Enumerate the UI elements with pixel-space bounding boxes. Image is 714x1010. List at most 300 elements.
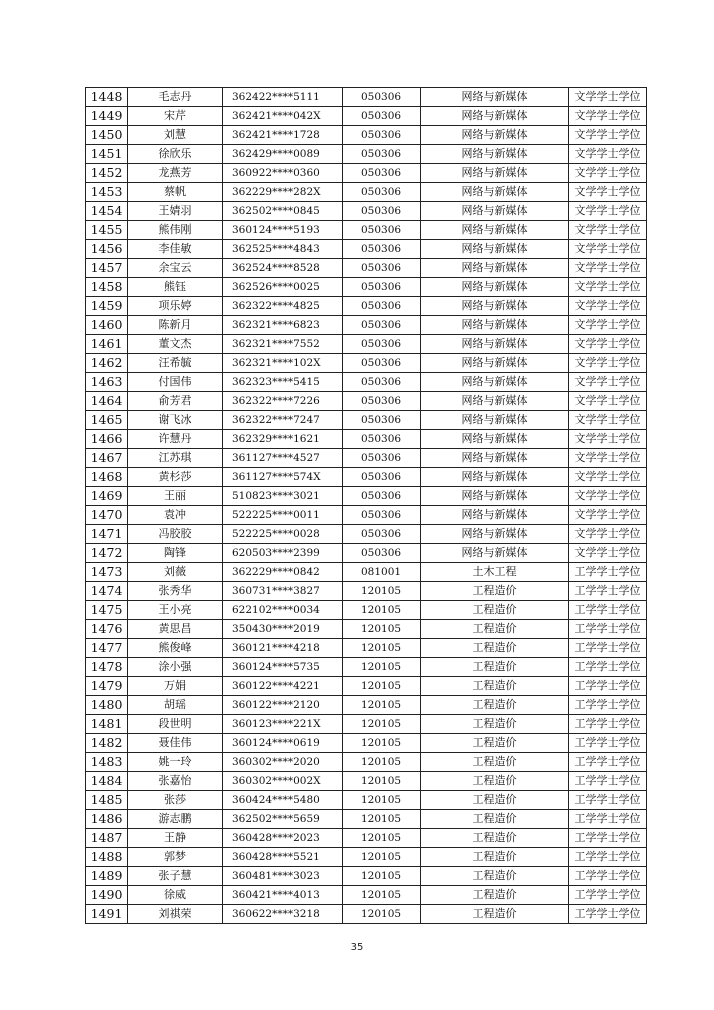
cell-id-number: 360428****2023 <box>223 829 343 848</box>
cell-id-number: 362321****6823 <box>223 316 343 335</box>
cell-major-name: 网络与新媒体 <box>421 259 569 278</box>
table-row <box>86 639 647 658</box>
table-row <box>86 221 647 240</box>
cell-degree-type: 工学学士学位 <box>569 658 647 677</box>
cell-serial-number: 1470 <box>86 506 128 525</box>
cell-id-number: 362322****4825 <box>223 297 343 316</box>
table-row <box>86 411 647 430</box>
cell-degree-type: 文学学士学位 <box>569 107 647 126</box>
cell-degree-type: 工学学士学位 <box>569 791 647 810</box>
cell-id-number: 362421****042X <box>223 107 343 126</box>
table-row <box>86 297 647 316</box>
cell-serial-number: 1458 <box>86 278 128 297</box>
cell-major-code: 120105 <box>343 791 421 810</box>
cell-serial-number: 1454 <box>86 202 128 221</box>
cell-id-number: 362321****7552 <box>223 335 343 354</box>
cell-major-code: 120105 <box>343 848 421 867</box>
cell-serial-number: 1488 <box>86 848 128 867</box>
cell-id-number: 360622****3218 <box>223 905 343 924</box>
cell-id-number: 622102****0034 <box>223 601 343 620</box>
table-row <box>86 848 647 867</box>
table-row <box>86 468 647 487</box>
cell-major-name: 工程造价 <box>421 886 569 905</box>
cell-id-number: 362323****5415 <box>223 373 343 392</box>
cell-degree-type: 文学学士学位 <box>569 278 647 297</box>
cell-major-code: 050306 <box>343 88 421 107</box>
cell-degree-type: 工学学士学位 <box>569 639 647 658</box>
cell-id-number: 360121****4218 <box>223 639 343 658</box>
cell-id-number: 360481****3023 <box>223 867 343 886</box>
cell-major-code: 081001 <box>343 563 421 582</box>
cell-id-number: 510823****3021 <box>223 487 343 506</box>
cell-major-code: 050306 <box>343 335 421 354</box>
cell-id-number: 361127****4527 <box>223 449 343 468</box>
cell-degree-type: 工学学士学位 <box>569 753 647 772</box>
cell-student-name: 俞芳君 <box>128 392 223 411</box>
table-row <box>86 791 647 810</box>
cell-serial-number: 1475 <box>86 601 128 620</box>
table-row <box>86 905 647 924</box>
cell-student-name: 姚一玲 <box>128 753 223 772</box>
cell-student-name: 冯胶胶 <box>128 525 223 544</box>
cell-major-code: 050306 <box>343 221 421 240</box>
cell-degree-type: 文学学士学位 <box>569 430 647 449</box>
cell-id-number: 362229****282X <box>223 183 343 202</box>
page-number: 35 <box>350 942 364 953</box>
cell-student-name: 张嘉怡 <box>128 772 223 791</box>
cell-major-code: 050306 <box>343 354 421 373</box>
cell-major-code: 050306 <box>343 316 421 335</box>
cell-major-name: 网络与新媒体 <box>421 183 569 202</box>
cell-serial-number: 1466 <box>86 430 128 449</box>
cell-student-name: 徐欣乐 <box>128 145 223 164</box>
cell-serial-number: 1479 <box>86 677 128 696</box>
cell-id-number: 362329****1621 <box>223 430 343 449</box>
cell-degree-type: 工学学士学位 <box>569 715 647 734</box>
cell-id-number: 360302****002X <box>223 772 343 791</box>
cell-major-name: 网络与新媒体 <box>421 278 569 297</box>
cell-id-number: 360428****5521 <box>223 848 343 867</box>
cell-major-code: 050306 <box>343 373 421 392</box>
cell-major-name: 土木工程 <box>421 563 569 582</box>
cell-major-code: 050306 <box>343 525 421 544</box>
cell-serial-number: 1473 <box>86 563 128 582</box>
cell-degree-type: 工学学士学位 <box>569 677 647 696</box>
cell-major-code: 120105 <box>343 905 421 924</box>
cell-major-name: 工程造价 <box>421 734 569 753</box>
cell-student-name: 许慧丹 <box>128 430 223 449</box>
cell-major-code: 050306 <box>343 126 421 145</box>
cell-student-name: 刘慧 <box>128 126 223 145</box>
cell-major-code: 120105 <box>343 886 421 905</box>
cell-id-number: 362526****0025 <box>223 278 343 297</box>
cell-id-number: 360123****221X <box>223 715 343 734</box>
cell-degree-type: 工学学士学位 <box>569 582 647 601</box>
cell-major-code: 050306 <box>343 430 421 449</box>
cell-major-name: 网络与新媒体 <box>421 202 569 221</box>
cell-serial-number: 1469 <box>86 487 128 506</box>
table-row <box>86 753 647 772</box>
cell-major-name: 网络与新媒体 <box>421 316 569 335</box>
cell-major-name: 工程造价 <box>421 810 569 829</box>
cell-serial-number: 1476 <box>86 620 128 639</box>
cell-id-number: 362229****0842 <box>223 563 343 582</box>
cell-student-name: 付国伟 <box>128 373 223 392</box>
cell-degree-type: 工学学士学位 <box>569 772 647 791</box>
cell-major-code: 050306 <box>343 544 421 563</box>
cell-degree-type: 文学学士学位 <box>569 164 647 183</box>
cell-student-name: 胡瑶 <box>128 696 223 715</box>
cell-id-number: 362321****102X <box>223 354 343 373</box>
table-row <box>86 810 647 829</box>
cell-serial-number: 1463 <box>86 373 128 392</box>
cell-major-name: 工程造价 <box>421 848 569 867</box>
cell-student-name: 熊钰 <box>128 278 223 297</box>
table-row <box>86 715 647 734</box>
cell-major-code: 050306 <box>343 487 421 506</box>
cell-degree-type: 文学学士学位 <box>569 392 647 411</box>
cell-major-name: 网络与新媒体 <box>421 411 569 430</box>
cell-serial-number: 1484 <box>86 772 128 791</box>
cell-major-code: 120105 <box>343 601 421 620</box>
cell-student-name: 谢飞冰 <box>128 411 223 430</box>
cell-id-number: 360122****2120 <box>223 696 343 715</box>
cell-serial-number: 1468 <box>86 468 128 487</box>
cell-major-code: 050306 <box>343 468 421 487</box>
cell-id-number: 362422****5111 <box>223 88 343 107</box>
table-row <box>86 240 647 259</box>
cell-serial-number: 1478 <box>86 658 128 677</box>
cell-major-name: 网络与新媒体 <box>421 487 569 506</box>
cell-id-number: 360424****5480 <box>223 791 343 810</box>
cell-major-name: 网络与新媒体 <box>421 126 569 145</box>
table-row <box>86 506 647 525</box>
cell-serial-number: 1483 <box>86 753 128 772</box>
cell-student-name: 陈新月 <box>128 316 223 335</box>
cell-serial-number: 1471 <box>86 525 128 544</box>
cell-major-code: 120105 <box>343 582 421 601</box>
cell-major-code: 120105 <box>343 734 421 753</box>
cell-serial-number: 1452 <box>86 164 128 183</box>
cell-major-name: 工程造价 <box>421 639 569 658</box>
cell-id-number: 620503****2399 <box>223 544 343 563</box>
cell-major-code: 050306 <box>343 202 421 221</box>
table-row <box>86 373 647 392</box>
cell-degree-type: 文学学士学位 <box>569 335 647 354</box>
cell-serial-number: 1449 <box>86 107 128 126</box>
cell-serial-number: 1465 <box>86 411 128 430</box>
cell-degree-type: 文学学士学位 <box>569 468 647 487</box>
table-row <box>86 563 647 582</box>
cell-student-name: 王小亮 <box>128 601 223 620</box>
cell-serial-number: 1474 <box>86 582 128 601</box>
cell-major-code: 050306 <box>343 240 421 259</box>
table-row <box>86 601 647 620</box>
cell-major-code: 050306 <box>343 164 421 183</box>
table-row <box>86 259 647 278</box>
cell-degree-type: 工学学士学位 <box>569 886 647 905</box>
cell-major-code: 050306 <box>343 411 421 430</box>
table-row <box>86 202 647 221</box>
cell-degree-type: 文学学士学位 <box>569 183 647 202</box>
cell-major-code: 120105 <box>343 677 421 696</box>
cell-student-name: 郭梦 <box>128 848 223 867</box>
cell-degree-type: 文学学士学位 <box>569 240 647 259</box>
cell-degree-type: 文学学士学位 <box>569 88 647 107</box>
cell-id-number: 522225****0011 <box>223 506 343 525</box>
degree-list-table <box>85 87 647 924</box>
table-row <box>86 658 647 677</box>
cell-serial-number: 1490 <box>86 886 128 905</box>
cell-serial-number: 1485 <box>86 791 128 810</box>
table-row <box>86 430 647 449</box>
cell-degree-type: 工学学士学位 <box>569 601 647 620</box>
cell-major-code: 050306 <box>343 145 421 164</box>
cell-degree-type: 文学学士学位 <box>569 221 647 240</box>
table-row <box>86 696 647 715</box>
cell-id-number: 361127****574X <box>223 468 343 487</box>
cell-degree-type: 文学学士学位 <box>569 354 647 373</box>
cell-serial-number: 1448 <box>86 88 128 107</box>
cell-major-code: 050306 <box>343 392 421 411</box>
cell-serial-number: 1461 <box>86 335 128 354</box>
cell-serial-number: 1477 <box>86 639 128 658</box>
cell-degree-type: 文学学士学位 <box>569 297 647 316</box>
table-row <box>86 677 647 696</box>
cell-major-name: 网络与新媒体 <box>421 107 569 126</box>
cell-id-number: 360302****2020 <box>223 753 343 772</box>
cell-degree-type: 文学学士学位 <box>569 202 647 221</box>
cell-degree-type: 文学学士学位 <box>569 525 647 544</box>
cell-student-name: 熊伟刚 <box>128 221 223 240</box>
cell-major-code: 050306 <box>343 107 421 126</box>
cell-major-name: 工程造价 <box>421 791 569 810</box>
cell-id-number: 360731****3827 <box>223 582 343 601</box>
cell-student-name: 张子慧 <box>128 867 223 886</box>
cell-student-name: 黄思昌 <box>128 620 223 639</box>
cell-id-number: 360922****0360 <box>223 164 343 183</box>
cell-major-name: 工程造价 <box>421 620 569 639</box>
cell-student-name: 徐威 <box>128 886 223 905</box>
cell-student-name: 涂小强 <box>128 658 223 677</box>
cell-student-name: 汪希毓 <box>128 354 223 373</box>
cell-student-name: 余宝云 <box>128 259 223 278</box>
table-row <box>86 544 647 563</box>
cell-student-name: 龙燕芳 <box>128 164 223 183</box>
cell-major-name: 工程造价 <box>421 829 569 848</box>
cell-serial-number: 1453 <box>86 183 128 202</box>
cell-major-code: 120105 <box>343 753 421 772</box>
table-row <box>86 620 647 639</box>
cell-degree-type: 文学学士学位 <box>569 145 647 164</box>
cell-degree-type: 文学学士学位 <box>569 373 647 392</box>
table-row <box>86 354 647 373</box>
cell-student-name: 陶锋 <box>128 544 223 563</box>
cell-id-number: 362502****5659 <box>223 810 343 829</box>
table-row <box>86 88 647 107</box>
cell-degree-type: 文学学士学位 <box>569 259 647 278</box>
cell-major-code: 120105 <box>343 620 421 639</box>
cell-degree-type: 文学学士学位 <box>569 316 647 335</box>
table-row <box>86 829 647 848</box>
cell-major-code: 120105 <box>343 696 421 715</box>
table-row <box>86 734 647 753</box>
cell-major-name: 网络与新媒体 <box>421 145 569 164</box>
cell-degree-type: 工学学士学位 <box>569 848 647 867</box>
table-row <box>86 487 647 506</box>
cell-major-name: 工程造价 <box>421 867 569 886</box>
cell-major-name: 工程造价 <box>421 715 569 734</box>
cell-degree-type: 文学学士学位 <box>569 126 647 145</box>
cell-student-name: 段世明 <box>128 715 223 734</box>
cell-major-name: 工程造价 <box>421 582 569 601</box>
cell-major-name: 网络与新媒体 <box>421 354 569 373</box>
cell-id-number: 362524****8528 <box>223 259 343 278</box>
cell-degree-type: 工学学士学位 <box>569 563 647 582</box>
table-row <box>86 335 647 354</box>
cell-major-code: 120105 <box>343 658 421 677</box>
table-body <box>86 88 647 924</box>
cell-major-name: 网络与新媒体 <box>421 164 569 183</box>
cell-student-name: 江苏琪 <box>128 449 223 468</box>
cell-major-code: 120105 <box>343 772 421 791</box>
cell-id-number: 522225****0028 <box>223 525 343 544</box>
cell-major-code: 050306 <box>343 278 421 297</box>
table-row <box>86 525 647 544</box>
cell-major-name: 工程造价 <box>421 772 569 791</box>
cell-major-name: 工程造价 <box>421 658 569 677</box>
cell-id-number: 362502****0845 <box>223 202 343 221</box>
cell-student-name: 项乐婷 <box>128 297 223 316</box>
table-row <box>86 449 647 468</box>
cell-serial-number: 1481 <box>86 715 128 734</box>
cell-major-code: 120105 <box>343 639 421 658</box>
cell-serial-number: 1451 <box>86 145 128 164</box>
table-row <box>86 126 647 145</box>
cell-degree-type: 工学学士学位 <box>569 905 647 924</box>
cell-major-name: 网络与新媒体 <box>421 297 569 316</box>
cell-id-number: 350430****2019 <box>223 620 343 639</box>
cell-serial-number: 1455 <box>86 221 128 240</box>
cell-student-name: 王静 <box>128 829 223 848</box>
cell-major-name: 工程造价 <box>421 696 569 715</box>
cell-degree-type: 文学学士学位 <box>569 487 647 506</box>
cell-student-name: 张莎 <box>128 791 223 810</box>
cell-major-name: 网络与新媒体 <box>421 373 569 392</box>
cell-major-code: 120105 <box>343 829 421 848</box>
cell-id-number: 362421****1728 <box>223 126 343 145</box>
cell-serial-number: 1491 <box>86 905 128 924</box>
cell-id-number: 362429****0089 <box>223 145 343 164</box>
cell-id-number: 360124****0619 <box>223 734 343 753</box>
cell-major-name: 工程造价 <box>421 601 569 620</box>
cell-degree-type: 文学学士学位 <box>569 449 647 468</box>
cell-major-name: 网络与新媒体 <box>421 430 569 449</box>
cell-major-name: 工程造价 <box>421 753 569 772</box>
cell-student-name: 王丽 <box>128 487 223 506</box>
cell-major-name: 网络与新媒体 <box>421 525 569 544</box>
cell-major-name: 网络与新媒体 <box>421 240 569 259</box>
cell-student-name: 蔡帆 <box>128 183 223 202</box>
cell-serial-number: 1472 <box>86 544 128 563</box>
cell-serial-number: 1460 <box>86 316 128 335</box>
cell-student-name: 毛志丹 <box>128 88 223 107</box>
cell-student-name: 游志鹏 <box>128 810 223 829</box>
cell-degree-type: 工学学士学位 <box>569 810 647 829</box>
cell-major-name: 网络与新媒体 <box>421 392 569 411</box>
table-row <box>86 145 647 164</box>
cell-major-name: 网络与新媒体 <box>421 506 569 525</box>
table-row <box>86 886 647 905</box>
table-row <box>86 183 647 202</box>
cell-serial-number: 1450 <box>86 126 128 145</box>
cell-major-name: 网络与新媒体 <box>421 544 569 563</box>
table-row <box>86 164 647 183</box>
cell-major-name: 工程造价 <box>421 677 569 696</box>
cell-serial-number: 1489 <box>86 867 128 886</box>
cell-major-name: 网络与新媒体 <box>421 468 569 487</box>
cell-id-number: 360122****4221 <box>223 677 343 696</box>
cell-degree-type: 工学学士学位 <box>569 696 647 715</box>
cell-serial-number: 1459 <box>86 297 128 316</box>
table-row <box>86 867 647 886</box>
cell-student-name: 董文杰 <box>128 335 223 354</box>
cell-serial-number: 1487 <box>86 829 128 848</box>
cell-student-name: 刘祺荣 <box>128 905 223 924</box>
cell-major-code: 050306 <box>343 183 421 202</box>
cell-student-name: 黄杉莎 <box>128 468 223 487</box>
table-row <box>86 316 647 335</box>
cell-major-code: 050306 <box>343 297 421 316</box>
cell-student-name: 袁冲 <box>128 506 223 525</box>
cell-student-name: 熊俊峰 <box>128 639 223 658</box>
cell-degree-type: 工学学士学位 <box>569 867 647 886</box>
cell-student-name: 宋芹 <box>128 107 223 126</box>
cell-serial-number: 1464 <box>86 392 128 411</box>
table-row <box>86 582 647 601</box>
cell-major-name: 工程造价 <box>421 905 569 924</box>
cell-degree-type: 工学学士学位 <box>569 620 647 639</box>
cell-id-number: 360124****5735 <box>223 658 343 677</box>
cell-student-name: 李佳敏 <box>128 240 223 259</box>
cell-major-code: 050306 <box>343 506 421 525</box>
cell-serial-number: 1467 <box>86 449 128 468</box>
cell-degree-type: 文学学士学位 <box>569 411 647 430</box>
cell-major-code: 050306 <box>343 449 421 468</box>
cell-serial-number: 1456 <box>86 240 128 259</box>
cell-degree-type: 文学学士学位 <box>569 506 647 525</box>
cell-id-number: 362322****7247 <box>223 411 343 430</box>
cell-id-number: 360421****4013 <box>223 886 343 905</box>
cell-major-name: 网络与新媒体 <box>421 88 569 107</box>
cell-serial-number: 1462 <box>86 354 128 373</box>
cell-major-code: 120105 <box>343 810 421 829</box>
table-row <box>86 772 647 791</box>
cell-student-name: 张秀华 <box>128 582 223 601</box>
cell-major-code: 120105 <box>343 867 421 886</box>
cell-serial-number: 1457 <box>86 259 128 278</box>
cell-serial-number: 1482 <box>86 734 128 753</box>
cell-serial-number: 1486 <box>86 810 128 829</box>
cell-degree-type: 工学学士学位 <box>569 829 647 848</box>
cell-degree-type: 文学学士学位 <box>569 544 647 563</box>
cell-major-name: 网络与新媒体 <box>421 449 569 468</box>
cell-major-name: 网络与新媒体 <box>421 335 569 354</box>
cell-id-number: 362525****4843 <box>223 240 343 259</box>
cell-student-name: 王婧羽 <box>128 202 223 221</box>
cell-student-name: 万娟 <box>128 677 223 696</box>
cell-serial-number: 1480 <box>86 696 128 715</box>
